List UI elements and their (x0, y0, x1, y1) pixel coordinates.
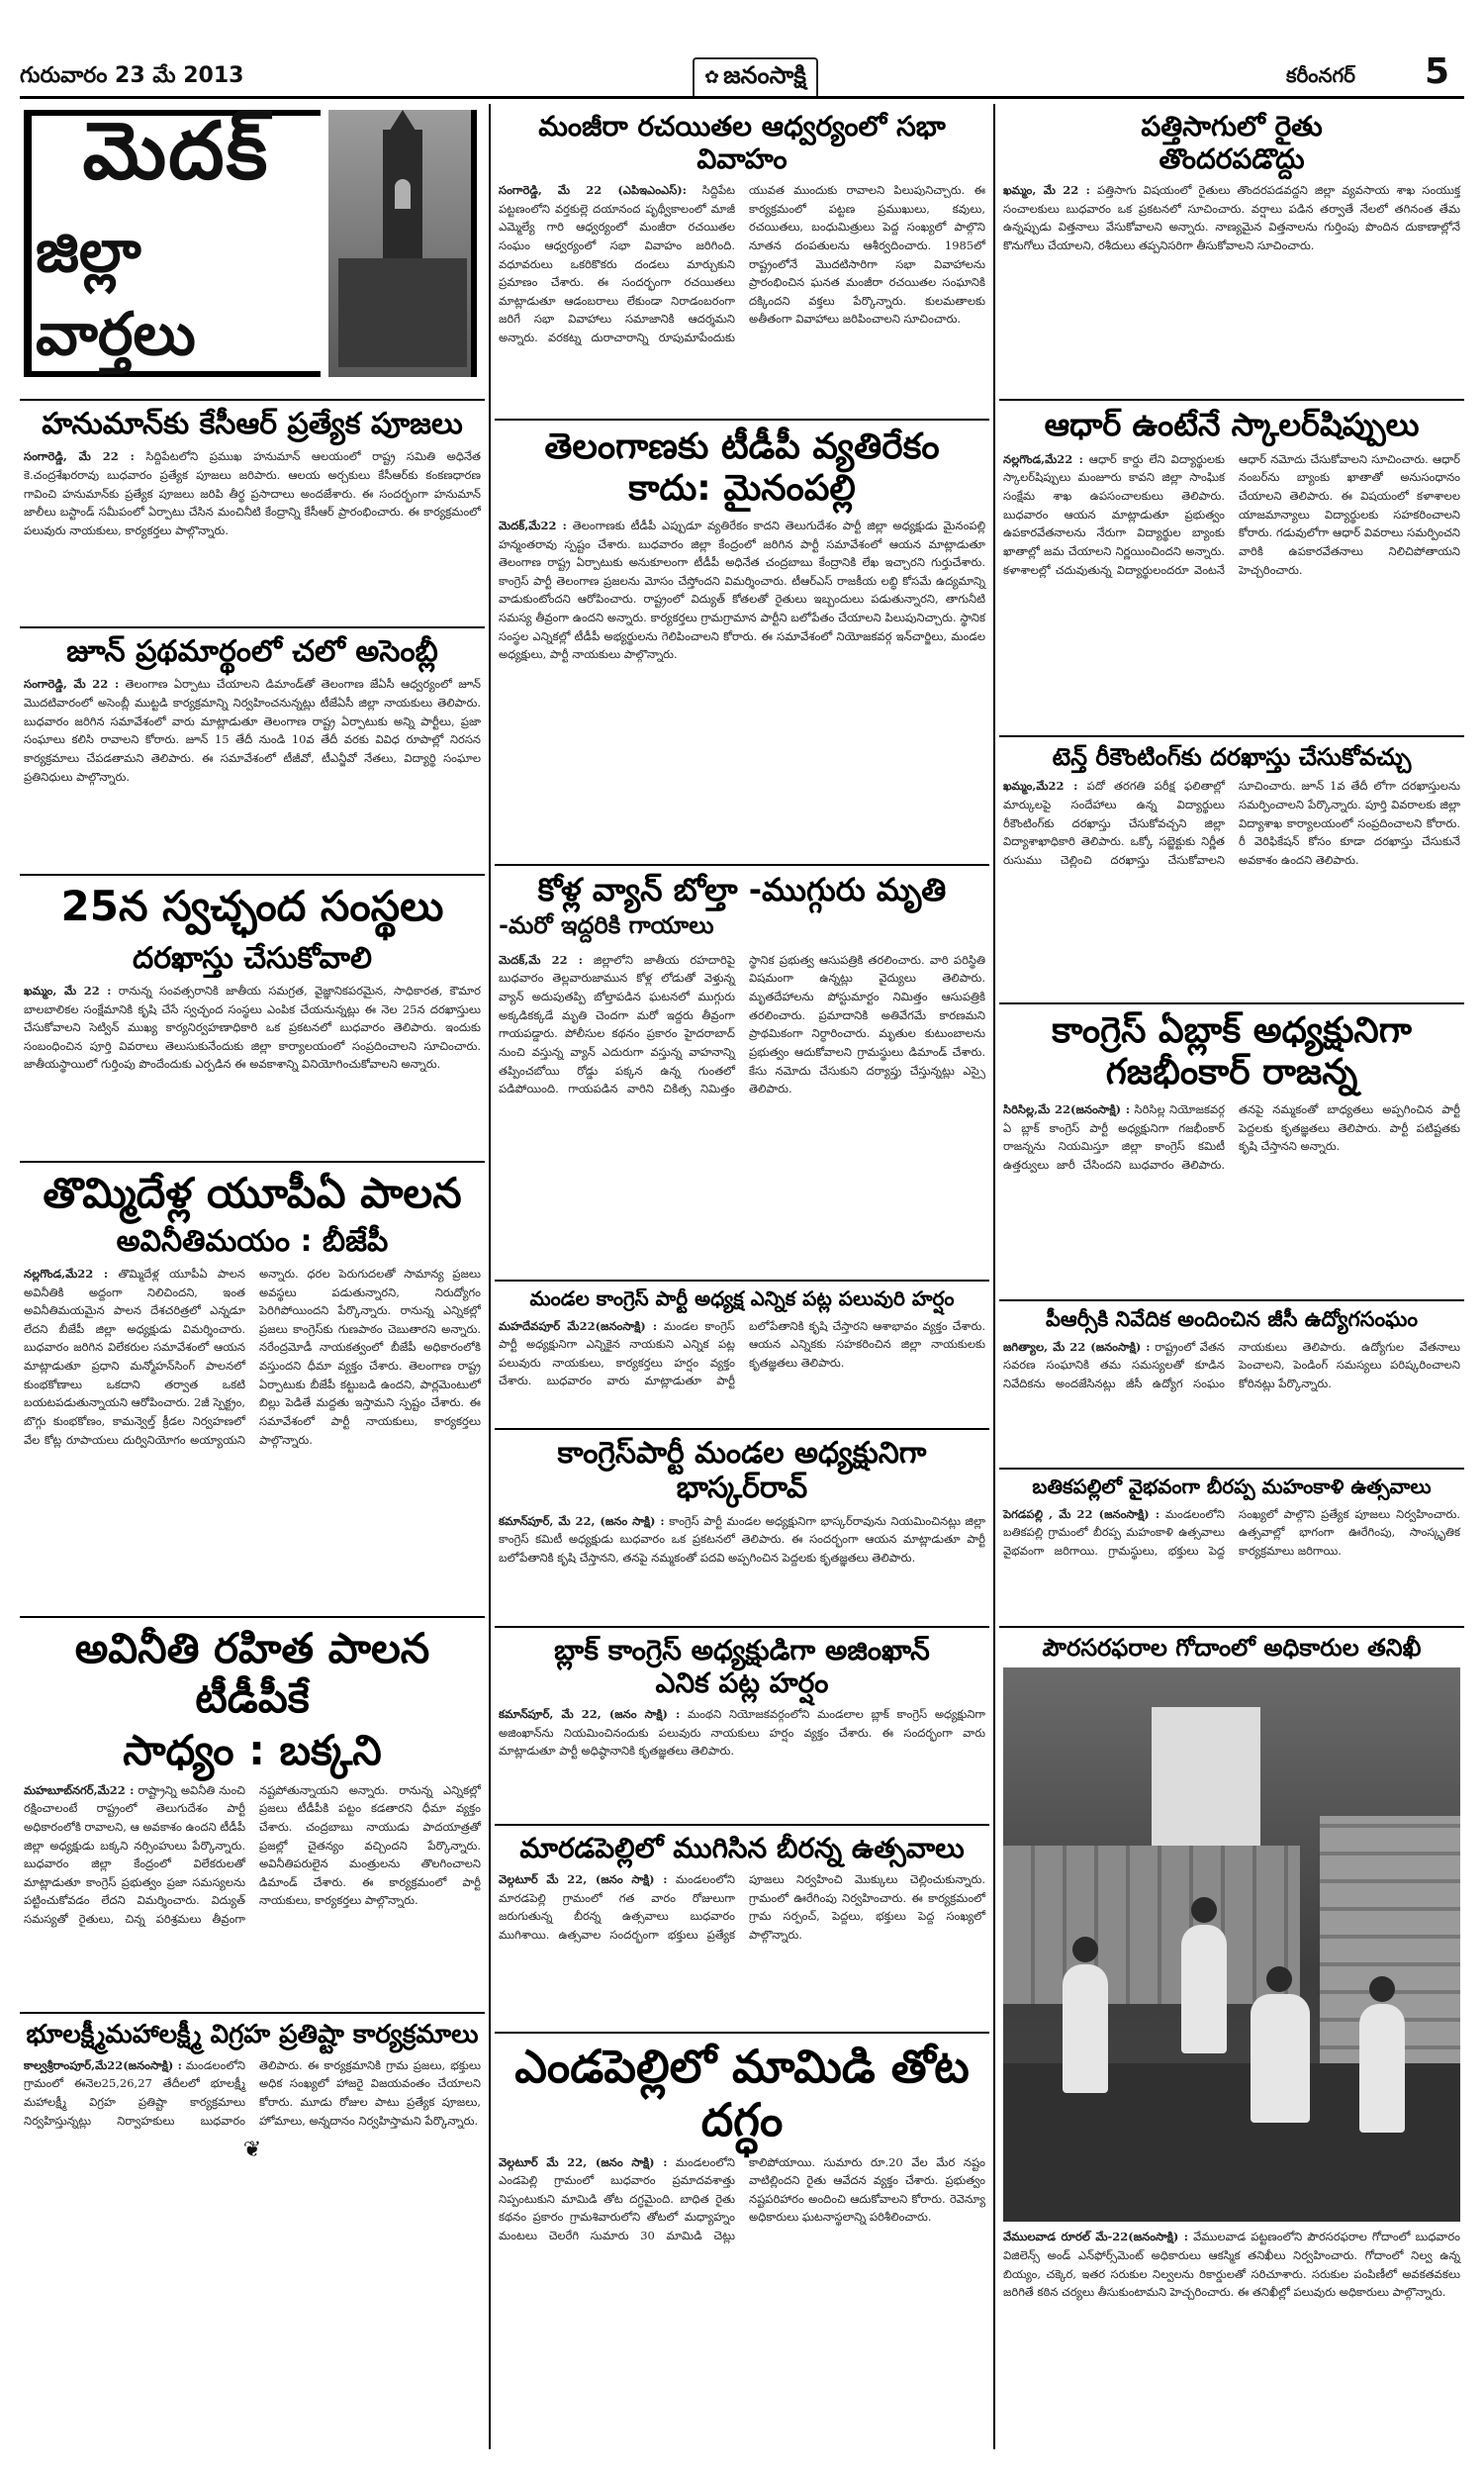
article-headline-line2: భాస్కర్‌రావ్ (676, 1471, 808, 1506)
article-godown (999, 1628, 1464, 2439)
article-beerappa (999, 1470, 1464, 1628)
article-bhaskar-rao (495, 1430, 989, 1628)
article-headline-line2: గజభీంకార్ రాజన్న (1105, 1052, 1358, 1094)
article-body: కమాన్‌పూర్, మే 22, (జనం సాక్షి) : మంథని నియోజకవర్గంలోని మండలాల బ్లాక్ కాంగ్రెస్ అధ్యక్షునిగా అజింఖాన్‌ను నియమించినందుకు పలువురు నాయకులు హర్షం వ్యక్తం చేశారు. ఈ సందర్భంగా వారు మాట్లాడుతూ పార్టీ అధిష్ఠానానికి కృతజ్ఞతలు తెలిపారు. (499, 1707, 985, 1759)
article-body: ఖమ్మం, మే 22 : రానున్న సంవత్సరానికి జాతీయ సమగ్రత, వైజ్ఞానికపరమైన, సాధికారత, కౌమార బాలబాలికల సంక్షేమానికి కృషి చేసే స్వచ్ఛంద సంస్థలు ఎంపిక చేయనున్నట్లు ఈ నెల 25న దరఖాస్తులు చేసుకోవాలని సెట్విన్ ముఖ్య కార్యనిర్వహణాధికారి ఒక ప్రకటనలో బుధవారం తెలిపారు. ఇందుకు సంబంధించిన పూర్తి వివరాలు తెలుసుకునేందుకు జిల్లా కార్యాలయంలో సంప్రదించాలని సూచించారు. జాతీయస్థాయిలో గుర్తింపు పొందేందుకు ఎర్పడిన ఈ అవకాశాన్ని వినియోగించుకోవాలని అన్నారు. (24, 983, 482, 1072)
column-divider (489, 104, 491, 2449)
article-headline: కోళ్ల వ్యాన్ బోల్తా -ముగ్గురు మృతి (537, 871, 947, 908)
article-body: కాల్వశ్రీరాంపూర్,మే22(జనంసాక్షి) : మండలంలోని గ్రామంలో ఈనెల25,26,27 తేదీలలో భూలక్ష్మీ మహాలక్ష్మీ విగ్రహ ప్రతిష్టా కార్యక్రమాలు నిర్వహిస్తున్నట్లు నిర్వాహకులు బుధవారం తెలిపారు. ఈ కార్యక్రమానికి గ్రామ ప్రజలు, భక్తులు అధిక సంఖ్యలో హాజరై విజయవంతం చేయాలని కోరారు. మూడు రోజుల పాటు ప్రత్యేక పూజలు, హోమాలు, అన్నదానం నిర్వహిస్తామని పేర్కొన్నారు. (24, 2057, 481, 2128)
article-headline: కాంగ్రెస్ ఏబ్లాక్ అధ్యక్షునిగా (1052, 1010, 1412, 1051)
column-right (999, 104, 1464, 2449)
page-number: 5 (1425, 51, 1450, 92)
article-rajanna (999, 1004, 1464, 1301)
article-body: వెల్గటూర్ మే 22, (జనం సాక్షి) : మండలంలోని మారడపెల్లి గ్రామంలో గత వారం రోజులుగా జరుగుతున్న బీరన్న ఉత్సవాలు బుధవారం ముగిశాయి. ఉత్సవాల సందర్భంగా భక్తులు ప్రత్యేక పూజలు నిర్వహించి మొక్కులు చెల్లించుకున్నారు. గ్రామంలో ఊరేగింపు నిర్వహించారు. ఈ కార్యక్రమంలో గ్రామ సర్పంచ్, పెద్దలు, భక్తులు పెద్ద సంఖ్యలో పాల్గొన్నారు. (499, 1872, 985, 1942)
article-body: నల్లగొండ,మే22 : తొమ్మిదేళ్ల యూపీఏ పాలన అవినీతికి అద్దంగా నిలిచిందని, ఇంత అవినీతిమయమైన పాలన దేశచరిత్రలో ఎన్నడూ లేదని బీజేపీ జిల్లా అధ్యక్షుడు విమర్శించారు. బుధవారం జరిగిన విలేకరుల సమావేశంలో ఆయన మాట్లాడుతూ ప్రధాని మన్మోహన్‌సింగ్ పాలనలో కుంభకోణాలు ఒకదాని తర్వాత ఒకటి బయటపడుతున్నాయని ఆరోపించారు. 2జీ స్పెక్ట్రం, బొగ్గు కుంభకోణం, కామన్వెల్త్ క్రీడల నిర్వహణలో వేల కోట్ల రూపాయలు దుర్వినియోగం అయ్యాయని అన్నారు. ధరల పెరుగుదలతో సామాన్య ప్రజలు అవస్థలు పడుతున్నారని, నిరుద్యోగం పెరిగిపోయిందని పేర్కొన్నారు. రానున్న ఎన్నికల్లో ప్రజలు కాంగ్రెస్‌కు గుణపాఠం చెబుతారని అన్నారు. నరేంద్రమోడీ నాయకత్వంలో బీజేపీ అధికారంలోకి వస్తుందని ధీమా వ్యక్తం చేశారు. తెలంగాణ రాష్ట్ర ఏర్పాటుకు బీజేపీ కట్టుబడి ఉందని, పార్లమెంటులో బిల్లు పెడితే మద్దతు ఇస్తామని స్పష్టం చేశారు. ఈ సమావేశంలో పార్టీ నాయకులు, కార్యకర్తలు పాల్గొన్నారు. (24, 1266, 481, 1447)
article-body: ఖమ్మం,మే22 : పదో తరగతి పరీక్ష ఫలితాల్లో మార్కులపై సందేహాలు ఉన్న విద్యార్థులు రీకౌంటింగ్‌కు దరఖాస్తు చేసుకోవచ్చని జిల్లా విద్యాశాఖాధికారి తెలిపారు. ఒక్కో సబ్జెక్టుకు నిర్ణీత రుసుము చెల్లించి దరఖాస్తు చేసుకోవాలని సూచించారు. జూన్ 1వ తేదీ లోగా దరఖాస్తులను సమర్పించాలని పేర్కొన్నారు. పూర్తి వివరాలకు జిల్లా విద్యాశాఖ కార్యాలయంలో సంప్రదించాలని కోరారు. రీ వెరిఫికేషన్ కోసం కూడా దరఖాస్తు చేసుకునే అవకాశం ఉందని తెలిపారు. (1003, 779, 1460, 867)
masthead (0, 0, 1484, 99)
article-headline: పత్తిసాగులో రైతు (1141, 110, 1323, 143)
article-headline: తెలంగాణకు టీడీపీ వ్యతిరేకం (544, 427, 940, 467)
article-headline: బ్లాక్ కాంగ్రెస్ అధ్యక్షుడిగా అజింఖాన్ (554, 1634, 930, 1666)
column-divider (993, 104, 995, 2449)
article-headline-line2: కాదు: మైనంపల్లి (628, 468, 856, 510)
article-body: సిరిసిల్ల,మే 22(జనంసాక్షి) : సిరిసిల్ల నియోజకవర్గ ఏ బ్లాక్ కాంగ్రెస్ పార్టీ అధ్యక్షునిగా గజభీంకార్ రాజన్నను నియమిస్తూ జిల్లా కాంగ్రెస్ కమిటీ ఉత్తర్వులు జారీ చేసిందని బుధవారం తెలిపారు. తనపై నమ్మకంతో బాధ్యతలు అప్పగించిన పార్టీ పెద్దలకు కృతజ్ఞతలు తెలిపారు. పార్టీ పటిష్టతకు కృషి చేస్తానని అన్నారు. (1003, 1101, 1460, 1172)
article-aadhar (999, 401, 1464, 737)
article-headline: మారడపెల్లిలో ముగిసిన బీరన్న ఉత్సవాలు (519, 1832, 965, 1864)
article-headline: మండల కాంగ్రెస్ పార్టీ అధ్యక్ష ఎన్నిక పట్ల పలువురి హర్షం (529, 1286, 955, 1310)
article-manjeera (495, 104, 989, 421)
article-headline: పీఆర్సీకి నివేదిక అందించిన జీసీ ఉద్యోగసంఘం (1046, 1307, 1418, 1331)
article-headline: బతికపల్లిలో వైభవంగా బీరప్ప మహంకాళి ఉత్సవాలు (1032, 1475, 1432, 1498)
column-middle (495, 104, 989, 2449)
article-body: మెదక్,మే 22 : జిల్లాలోని జాతీయ రహదారిపై బుధవారం తెల్లవారుజామున కోళ్ల లోడుతో వెళ్తున్న వ్యాన్ అదుపుతప్పి బోల్తాపడిన ఘటనలో ముగ్గురు అక్కడికక్కడే మృతి చెందగా మరో ఇద్దరు తీవ్రంగా గాయపడ్డారు. పోలీసుల కథనం ప్రకారం హైదరాబాద్ నుంచి వస్తున్న వ్యాన్ ఎదురుగా వస్తున్న వాహనాన్ని తప్పించబోయి రోడ్డు పక్కన ఉన్న గుంతలో పడిపోయింది. గాయపడిన వారిని చికిత్స నిమిత్తం స్థానిక ప్రభుత్వ ఆసుపత్రికి తరలించారు. వారి పరిస్థితి విషమంగా ఉన్నట్లు వైద్యులు తెలిపారు. మృతదేహాలను పోస్టుమార్టం నిమిత్తం ఆసుపత్రికి తరలించారు. ప్రమాదానికి అతివేగమే కారణమని ప్రాథమికంగా నిర్ధారించారు. మృతుల కుటుంబాలను ప్రభుత్వం ఆదుకోవాలని గ్రామస్థులు డిమాండ్ చేశారు. కేసు నమోదు చేసుకుని దర్యాప్తు చేస్తున్నట్లు ఎస్సై తెలిపారు. (499, 952, 985, 1096)
article-upa (20, 1163, 485, 1618)
edition-city: కరీంనగర్ (1286, 63, 1355, 87)
masthead-rule (20, 96, 1464, 99)
article-headline: జూన్ ప్రథమార్థంలో చలో అసెంబ్లీ (66, 634, 438, 669)
ornament-icon: ❦ (242, 2138, 262, 2163)
article-mandal-congress (495, 1282, 989, 1430)
article-headline: హనుమాన్‌కు కేసీఆర్ ప్రత్యేక పూజలు (42, 407, 463, 441)
church-photo (328, 110, 477, 377)
article-headline: టెన్త్ రీకౌంటింగ్‌కు దరఖాస్తు చేసుకోవచ్చు (1052, 743, 1412, 771)
column-left (20, 104, 485, 2449)
godown-photo (1003, 1667, 1460, 2222)
article-headline: పౌరసరఫరాల గోదాంలో అధికారుల తనిఖీ (1042, 1634, 1422, 1662)
article-body: మహదేవపూర్ మే22(జనంసాక్షి) : మండల కాంగ్రెస్ పార్టీ అధ్యక్షునిగా ఎన్నికైన నాయకుని ఎన్నిక పట్ల పలువురు నాయకులు, కార్యకర్తలు హర్షం వ్యక్తం చేశారు. బుధవారం వారు మాట్లాడుతూ పార్టీ బలోపేతానికి కృషి చేస్తారని ఆశాభావం వ్యక్తం చేశారు. ఆయన ఎన్నికకు సహకరించిన జిల్లా నాయకులకు కృతజ్ఞతలు తెలిపారు. (499, 1318, 985, 1388)
article-body: పెగడపల్లి , మే 22 (జనంసాక్షి) : మండలంలోని బతికపల్లి గ్రామంలో బీరప్ప మహంకాళి ఉత్సవాలు వైభవంగా జరిగాయి. గ్రామస్థులు, భక్తులు పెద్ద సంఖ్యలో పాల్గొని ప్రత్యేక పూజలు నిర్వహించారు. ఉత్సవాల్లో భాగంగా ఊరేగింపు, సాంస్కృతిక కార్యక్రమాలు జరిగాయి. (1003, 1506, 1460, 1558)
article-cotton (999, 104, 1464, 401)
article-body: మహబూబ్‌నగర్,మే22 : రాష్ట్రాన్ని అవినీతి నుంచి రక్షించాలంటే రాష్ట్రంలో తెలుగుదేశం పార్టీ అధికారంలోకి రావాలని, ఆ అవకాశం ఉందని టీడీపీ జిల్లా అధ్యక్షుడు బక్కని నర్సింహులు పేర్కొన్నారు. బుధవారం జిల్లా కేంద్రంలో విలేకరులతో మాట్లాడుతూ కాంగ్రెస్ ప్రభుత్వం ప్రజా సమస్యలను పట్టించుకోవడం లేదని విమర్శించారు. విద్యుత్ సమస్యతో రైతులు, చిన్న పరిశ్రమలు తీవ్రంగా నష్టపోతున్నాయని అన్నారు. రానున్న ఎన్నికల్లో ప్రజలు టీడీపీకి పట్టం కడతారని ధీమా వ్యక్తం చేశారు. చంద్రబాబు నాయుడు పాదయాత్రతో ప్రజల్లో చైతన్యం వచ్చిందని పేర్కొన్నారు. అవినీతిపరులైన మంత్రులను తొలగించాలని డిమాండ్ చేశారు. ఈ కార్యక్రమంలో పార్టీ నాయకులు, కార్యకర్తలు పాల్గొన్నారు. (24, 1782, 481, 1927)
newspaper-logo: ✿ జనంసాక్షి (693, 57, 818, 99)
article-prc (999, 1301, 1464, 1470)
article-headline-line2: ఎనిక పట్ల హర్షం (655, 1666, 829, 1700)
article-body: మెదక్,మే22 : తెలంగాణకు టీడీపీ ఎప్పుడూ వ్యతిరేకం కాదని తెలుగుదేశం పార్టీ జిల్లా అధ్యక్షుడు మైనంపల్లి హన్మంతరావు స్పష్టం చేశారు. బుధవారం జిల్లా కేంద్రంలో జరిగిన పార్టీ సమావేశంలో ఆయన మాట్లాడుతూ తెలంగాణ రాష్ట్ర ఏర్పాటుకు అనుకూలంగా టీడీపీ అధినేత చంద్రబాబు కేంద్రానికి లేఖ ఇచ్చారని గుర్తుచేశారు. కాంగ్రెస్ పార్టీ తెలంగాణ ప్రజలను మోసం చేస్తోందని విమర్శించారు. టీఆర్ఎస్ రాజకీయ లబ్ధి కోసమే ఉద్యమాన్ని వాడుకుంటోందని ఆరోపించారు. రాష్ట్రంలో విద్యుత్ కోతలతో రైతులు ఇబ్బందులు పడుతున్నారని, తాగునీటి సమస్య తీవ్రంగా ఉందని అన్నారు. కార్యకర్తలు గ్రామగ్రామాన పార్టీని బలోపేతం చేయాలని పిలుపునిచ్చారు. స్థానిక సంస్థల ఎన్నికల్లో టీడీపీ అభ్యర్థులను గెలిపించాలని కోరారు. ఈ సమావేశంలో నియోజకవర్గ ఇన్‌చార్జిలు, మండల అధ్యక్షులు, పార్టీ నాయకులు పాల్గొన్నారు. (499, 518, 986, 662)
article-subheadline: -మరో ఇద్దరికి గాయాలు (499, 910, 714, 939)
article-body: సంగారెడ్డి, మే 22 (ఎపిఇఎంఎస్): సిద్దిపేట పట్టణంలోని వర్తకుల్లె దయానంద పృథ్వీకాలంలో మాజీ ఎమ్మెల్యే గారి ఆధ్వర్యంలో మంజీరా రచయితల సంఘం ఆధ్వర్యంలో సభా వివాహం జరిగింది. వధూవరులు ఒకరికొకరు దండలు మార్చుకుని ప్రమాణం చేశారు. ఈ సందర్భంగా రచయితలు మాట్లాడుతూ ఆడంబరాలు లేకుండా నిరాడంబరంగా జరిగే సభా వివాహాలు సమాజానికి ఆదర్శమని అన్నారు. వరకట్న దురాచారాన్ని రూపుమాపేందుకు యువత ముందుకు రావాలని పిలుపునిచ్చారు. ఈ కార్యక్రమంలో పట్టణ ప్రముఖులు, కవులు, రచయితలు, బంధుమిత్రులు పెద్ద సంఖ్యలో పాల్గొని నూతన దంపతులను ఆశీర్వదించారు. 1985లో రాష్ట్రంలోనే మొదటిసారిగా సభా వివాహాలను ప్రారంభించిన ఘనత మంజీరా రచయితల సంఘానికి దక్కిందని వక్తలు పేర్కొన్నారు. కులమతాలకు అతీతంగా వివాహాలు జరిపించాలని సూచించారు. (499, 183, 985, 345)
article-headline: అవినీతి రహిత పాలన టీడీపీకే (74, 1624, 430, 1722)
article-headline-line2: అవినీతిమయం : బీజేపీ (116, 1223, 389, 1259)
article-body: నల్లగొండ,మే22 : ఆధార్ కార్డు లేని విద్యార్థులకు స్కాలర్‌షిప్పులు మంజూరు కావని జిల్లా సాంఘిక సంక్షేమ శాఖ ఉపసంచాలకులు తెలిపారు. బుధవారం ఆయన మాట్లాడుతూ ప్రభుత్వం ఉపకారవేతనాలను నేరుగా విద్యార్థుల బ్యాంకు ఖాతాల్లో జమ చేయాలని నిర్ణయించిందని అన్నారు. కళాశాలల్లో చదువుతున్న విద్యార్థులందరూ వెంటనే ఆధార్ నమోదు చేసుకోవాలని సూచించారు. ఆధార్ నంబర్‌ను బ్యాంకు ఖాతాతో అనుసంధానం చేయాలని తెలిపారు. ఈ విషయంలో కళాశాలల యాజమాన్యాలు విద్యార్థులకు సహకరించాలని కోరారు. గడువులోగా ఆధార్ వివరాలు సమర్పించని వారికి ఉపకారవేతనాలు నిలిచిపోతాయని హెచ్చరించారు. (1003, 451, 1460, 577)
article-tdp-bakkani (20, 1618, 485, 2014)
article-van-accident (495, 866, 989, 1282)
district-banner-text: మెదక్ జిల్లా వార్తలు (24, 110, 321, 377)
article-headline-line2: తొందరపడొద్దు (1159, 143, 1305, 176)
article-ajim-khan (495, 1628, 989, 1826)
article-body: జగిత్యాల, మే 22 (జనంసాక్షి) : రాష్ట్రంలో వేతన సవరణ సంఘానికి తమ సమస్యలతో కూడిన నివేదికను అందజేసినట్లు జీసీ ఉద్యోగ సంఘం నాయకులు తెలిపారు. ఉద్యోగుల వేతనాలు పెంచాలని, పెండింగ్ సమస్యలు పరిష్కరించాలని కోరినట్లు పేర్కొన్నారు. (1003, 1339, 1460, 1391)
article-body: వెల్గటూర్ మే 22, (జనం సాక్షి) : మండలంలోని ఎండపెల్లి గ్రామంలో బుధవారం ప్రమాదవశాత్తు నిప్పంటుకుని మామిడి తోట దగ్ధమైంది. బాధిత రైతు కథనం ప్రకారం గ్రామశివారులోని తోటలో మధ్యాహ్నం మంటలు చెలరేగి సుమారు 30 మామిడి చెట్లు కాలిపోయాయి. సుమారు రూ.20 వేల మేర నష్టం వాటిల్లిందని రైతు ఆవేదన వ్యక్తం చేశారు. ప్రభుత్వం నష్టపరిహారం అందించి ఆదుకోవాలని కోరారు. రెవెన్యూ అధికారులు ఘటనాస్థలాన్ని పరిశీలించారు. (499, 2154, 985, 2243)
article-headline: తొమ్మిదేళ్ల యూపీఏ పాలన (43, 1169, 462, 1217)
article-body: వేములవాడ రూరల్ మే-22(జనంసాక్షి) : వేములవాడ పట్టణంలోని పౌరసరఫరాల గోదాంలో బుధవారం విజిలెన్స్ అండ్ ఎన్‌ఫోర్స్‌మెంట్ అధికారులు ఆకస్మిక తనిఖీలు నిర్వహించారు. గోదాంలో నిల్వ ఉన్న బియ్యం, చక్కెర, ఇతర సరుకుల నిల్వలను రికార్డులతో సరిచూశారు. సరుకుల పంపిణీలో అవకతవకలు జరిగితే కఠిన చర్యలు తీసుకుంటామని హెచ్చరించారు. ఈ తనిఖీల్లో పలువురు అధికారులు పాల్గొన్నారు. (1003, 2230, 1461, 2300)
article-body: కమాన్‌పూర్, మే 22, (జనం సాక్షి) : కాంగ్రెస్ పార్టీ మండల అధ్యక్షునిగా భాస్కర్‌రావును నియమించినట్లు జిల్లా కాంగ్రెస్ కమిటీ అధ్యక్షుడు బుధవారం ఒక ప్రకటనలో తెలిపారు. ఈ సందర్భంగా ఆయన మాట్లాడుతూ పార్టీ బలోపేతానికి కృషి చేస్తానని, తనపై నమ్మకంతో పదవి అప్పగించిన పెద్దలకు కృతజ్ఞతలు తెలిపారు. (499, 1513, 985, 1566)
article-ngo (20, 876, 485, 1163)
article-headline: మంజీరా రచయితల ఆధ్వర్యంలో సభా వివాహం (538, 110, 946, 176)
article-tdp-mynampally (495, 421, 989, 866)
article-headline: భూలక్ష్మీమహాలక్ష్మీ విగ్రహ ప్రతిష్టా కార్యక్రమాలు (26, 2020, 479, 2049)
article-body: సంగారెడ్డి, మే 22 : సిద్దిపేటలోని ప్రముఖ హనుమాన్ ఆలయంలో రాష్ట్ర సమితి అధినేత కె.చంద్రశేఖరరావు బుధవారం ప్రత్యేక పూజలు జరిపారు. ఆలయ అర్చకులు కేసీఆర్‌కు కంకణధారణ గావించి హనుమాన్‌కు ప్రత్యేక పూజలు జరిపి తీర్థ ప్రసాదాలు అందజేశారు. ఈ సందర్భంగా హనుమాన్ జాలీలు బస్టాండ్ సమీపంలో ఏర్పాటు చేసిన మంచినీటి కేంద్రాన్ని కేసీఆర్ ప్రారంభించారు. ఈ కార్యక్రమంలో పలువురు నాయకులు, కార్యకర్తలు పాల్గొన్నారు. (24, 449, 481, 537)
article-headline: కాంగ్రెస్‌పార్టీ మండల అధ్యక్షునిగా (557, 1436, 927, 1471)
article-headline: ఆధార్ ఉంటేనే స్కాలర్‌షిప్పులు (1044, 406, 1420, 443)
article-bhulakshmi (20, 2014, 485, 2241)
article-mango-fire (495, 2034, 989, 2439)
article-chalo-assembly (20, 628, 485, 876)
article-headline-line2: సాధ్యం : బక్కని (123, 1726, 382, 1775)
article-tenth-recount (999, 737, 1464, 1004)
article-headline-line2: దరఖాస్తు చేసుకోవాలి (133, 940, 372, 976)
medak-district-banner (20, 104, 485, 401)
article-headline: ఎండపెల్లిలో మామిడి తోట దగ్ధం (514, 2040, 970, 2147)
article-body: సంగారెడ్డి, మే 22 : తెలంగాణ ఏర్పాటు చేయాలని డిమాండ్‌తో తెలంగాణ జేఏసీ ఆధ్వర్యంలో జూన్ మొదటివారంలో అసెంబ్లీ ముట్టడి కార్యక్రమాన్ని నిర్వహించనున్నట్లు టీజేఏసీ జిల్లా నాయకులు తెలిపారు. బుధవారం జరిగిన సమావేశంలో వారు మాట్లాడుతూ తెలంగాణ రాష్ట్ర ఏర్పాటుకు అన్ని పార్టీలు, ప్రజా సంఘాలు కలిసి రావాలని కోరారు. జూన్ 15 తేదీ నుండి 10వ తేదీ వరకు వివిధ రూపాల్లో నిరసన కార్యక్రమాలు చేపడతామని తెలిపారు. ఈ సమావేశంలో టీజీవో, టీఎన్జీవో నేతలు, విద్యార్థి సంఘాల ప్రతినిధులు పాల్గొన్నారు. (24, 677, 482, 784)
logo-flower-icon: ✿ (704, 67, 720, 88)
article-beeranna (495, 1826, 989, 2034)
article-headline: 25న స్వచ్ఛంద సంస్థలు (60, 882, 444, 930)
article-body: ఖమ్మం, మే 22 : పత్తిసాగు విషయంలో రైతులు తొందరపడవద్దని జిల్లా వ్యవసాయ శాఖ సంయుక్త సంచాలకులు బుధవారం ఒక ప్రకటనలో సూచించారు. వర్షాలు పడిన తర్వాతే నేలలో తగినంత తేమ ఉన్నప్పుడు విత్తనాలు వేసుకోవాలని అన్నారు. నాణ్యమైన విత్తనాలను గుర్తింపు పొందిన దుకాణాల్లోనే కొనుగోలు చేయాలని, రశీదులు తప్పనిసరిగా తీసుకోవాలని సూచించారు. (1003, 183, 1461, 252)
article-hanuman (20, 401, 485, 628)
issue-date: గురువారం 23 మే 2013 (20, 63, 244, 88)
